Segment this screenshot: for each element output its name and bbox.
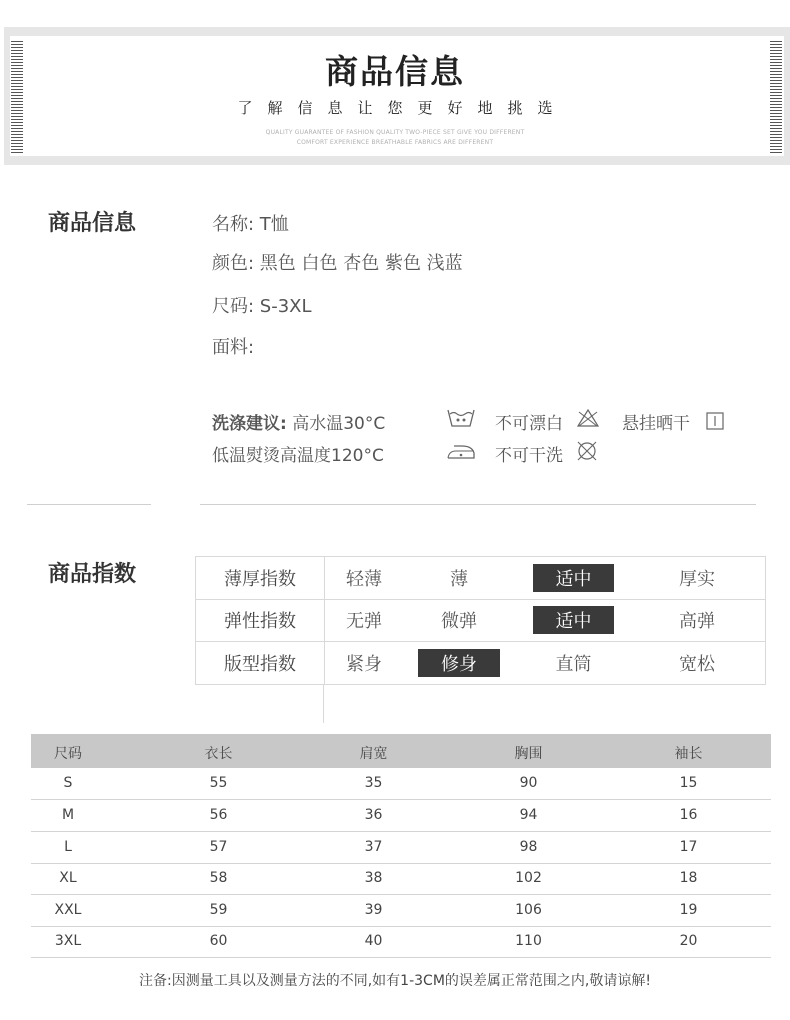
index-option: 无弹	[346, 611, 382, 632]
table-cell: 16	[679, 807, 698, 823]
index-row-elasticity	[195, 599, 766, 642]
table-cell: 15	[679, 775, 698, 791]
table-cell: 60	[209, 933, 228, 949]
section-divider-right	[200, 504, 756, 505]
table-row	[31, 926, 771, 958]
table-cell: 17	[679, 839, 698, 855]
table-row	[31, 895, 771, 927]
size-col-header: 衣长	[204, 746, 233, 762]
table-cell: 57	[209, 839, 228, 855]
iron-icon	[446, 441, 476, 461]
table-cell: 20	[679, 933, 698, 949]
no-bleach-icon	[576, 408, 600, 428]
index-option: 轻薄	[346, 569, 382, 590]
table-cell: 18	[679, 870, 698, 886]
index-option: 微弹	[441, 611, 477, 632]
iron-temperature: 低温熨烫高温度120°C	[212, 446, 384, 466]
table-cell: 19	[679, 902, 698, 918]
index-option: 薄	[450, 569, 468, 590]
table-row	[31, 800, 771, 832]
size-table-header	[31, 734, 771, 768]
table-cell: 94	[519, 807, 538, 823]
no-dry-clean-icon	[576, 440, 598, 462]
table-cell: 90	[519, 775, 538, 791]
table-cell: 38	[364, 870, 383, 886]
table-cell: 110	[515, 933, 542, 949]
banner-english-line-2: COMFORT EXPERIENCE BREATHABLE FABRICS ARE DIFFERENT	[296, 139, 494, 146]
product-info-heading: 商品信息	[48, 211, 137, 236]
table-cell: 3XL	[54, 933, 82, 949]
table-row	[31, 863, 771, 895]
table-cell: 56	[209, 807, 228, 823]
product-colors: 颜色: 黑色 白色 杏色 紫色 浅蓝	[212, 253, 463, 274]
index-option-selected: 适中	[533, 564, 614, 592]
size-col-header: 袖长	[674, 746, 703, 762]
index-row-thickness	[195, 556, 766, 600]
wash-advice-line-1	[212, 409, 385, 434]
banner-title: 商品信息	[325, 52, 465, 91]
table-cell: 36	[364, 807, 383, 823]
size-col-header: 肩宽	[359, 746, 388, 762]
index-option: 宽松	[679, 654, 715, 675]
wash-advice-label: 洗涤建议:	[212, 414, 287, 434]
table-cell: 106	[515, 902, 542, 918]
table-row	[31, 768, 771, 800]
table-cell: 55	[209, 775, 228, 791]
table-cell: XXL	[54, 902, 82, 918]
table-cell: 98	[519, 839, 538, 855]
size-col-header: 胸围	[514, 746, 543, 762]
no-bleach-label: 不可漂白	[495, 414, 563, 434]
index-option: 高弹	[679, 611, 715, 632]
index-row-label: 薄厚指数	[196, 557, 325, 599]
table-cell: 102	[515, 870, 542, 886]
index-option-selected: 修身	[418, 649, 500, 677]
product-index-heading: 商品指数	[48, 562, 137, 587]
index-option-selected: 适中	[533, 606, 614, 634]
table-row	[31, 832, 771, 864]
table-cell: 35	[364, 775, 383, 791]
table-cell: 40	[364, 933, 383, 949]
table-cell: S	[63, 775, 73, 791]
product-name: 名称: T恤	[212, 214, 289, 235]
table-cell: 59	[209, 902, 228, 918]
table-cell: XL	[59, 870, 77, 886]
table-cell: 39	[364, 902, 383, 918]
wash-temperature: 高水温30°C	[292, 414, 386, 434]
banner-subtitle: 了解信息让您更好地挑选	[237, 99, 568, 117]
measurement-note: 注备:因测量工具以及测量方法的不同,如有1-3CM的误差属正常范围之内,敬请谅解!	[139, 973, 651, 989]
wash-tub-icon	[446, 406, 476, 428]
index-row-label: 版型指数	[196, 642, 325, 684]
index-option: 厚实	[679, 569, 715, 590]
index-option: 紧身	[346, 654, 382, 675]
table-cell: M	[61, 807, 75, 823]
product-sizes: 尺码: S-3XL	[212, 296, 312, 317]
index-row-label: 弹性指数	[196, 599, 325, 641]
hang-dry-icon	[706, 412, 724, 430]
hang-dry-label: 悬挂晒干	[622, 414, 690, 434]
index-row-fit	[195, 642, 766, 685]
section-divider-left	[27, 504, 151, 505]
size-col-header: 尺码	[54, 746, 82, 762]
no-dry-clean-label: 不可干洗	[495, 446, 563, 466]
index-table-tail-line	[323, 685, 324, 723]
index-option: 直筒	[555, 654, 592, 675]
table-cell: L	[64, 839, 72, 855]
table-cell: 58	[209, 870, 228, 886]
banner-english-line-1: QUALITY GUARANTEE OF FASHION QUALITY TWO-PIECE SET GIVE YOU DIFFERENT	[265, 129, 525, 136]
product-fabric: 面料:	[212, 337, 255, 358]
table-cell: 37	[364, 839, 383, 855]
